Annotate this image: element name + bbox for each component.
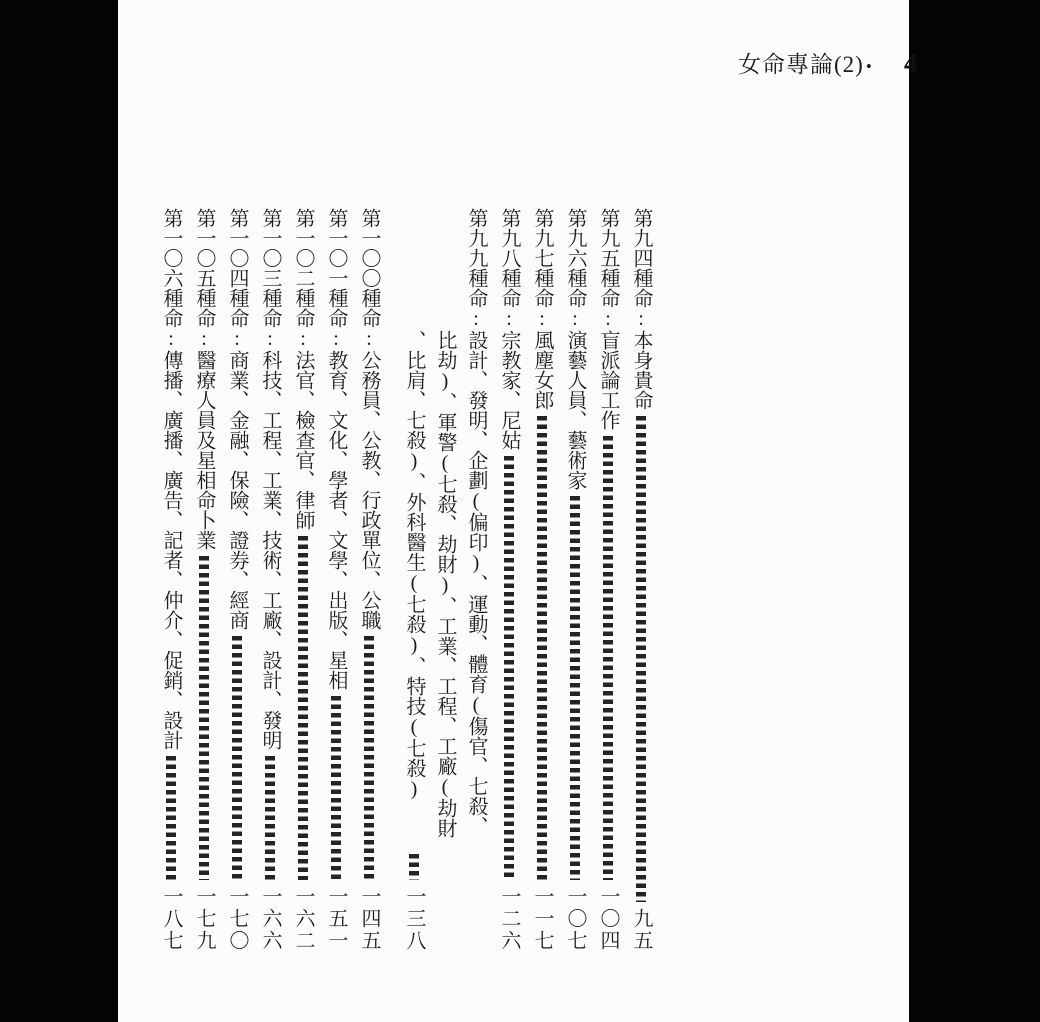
toc-entry-label: 第九六種命:	[564, 208, 586, 330]
toc-entry-page: 九五	[630, 908, 652, 952]
toc-entry-page: 一一七	[531, 886, 553, 952]
toc-entry	[287, 208, 318, 952]
toc-entry-title: 設計、發明、企劃(偏印)、運動、體育(傷官、七殺、比劫)、軍警(七殺、劫財)、工業、工程、工廠(劫財、比肩、七殺)、外科醫生(七殺)、特技(七殺)	[403, 330, 487, 838]
toc-entry-title: 公務員、公教、行政單位、公職	[358, 350, 380, 630]
toc-entry-page: 一七〇	[226, 886, 248, 952]
dotted-leader	[221, 636, 252, 880]
toc-entry-page: 一六六	[259, 886, 281, 952]
dotted-leader	[526, 416, 557, 880]
toc-entry	[353, 208, 384, 952]
toc-entry-page: 一〇七	[564, 886, 586, 952]
toc-entry-title: 演藝人員、藝術家	[564, 330, 586, 490]
dotted-leader	[353, 636, 384, 880]
toc-entry-page: 一七九	[193, 886, 215, 952]
toc-entry-page: 一三八	[403, 886, 425, 952]
toc-entry-title: 商業、金融、保險、證券、經商	[226, 350, 248, 630]
toc-entry-label: 第一〇一種命:	[325, 208, 347, 350]
toc-entry-page: 一四五	[358, 886, 380, 952]
bullet-separator: •	[865, 57, 873, 76]
toc-entry	[155, 208, 186, 952]
toc-entry-label: 第一〇三種命:	[259, 208, 281, 350]
table-of-contents	[153, 208, 656, 952]
book-page	[118, 0, 918, 1022]
dotted-leader	[155, 756, 186, 880]
toc-entry	[221, 208, 252, 952]
dotted-leader	[493, 456, 524, 880]
dotted-leader	[398, 854, 429, 880]
toc-entry-title: 盲派論工作	[597, 330, 619, 430]
toc-entry	[188, 208, 219, 952]
toc-entry-title: 本身貴命	[630, 330, 652, 410]
toc-entry-title: 醫療人員及星相命卜業	[193, 350, 215, 550]
toc-entry-label: 第一〇〇種命:	[358, 208, 380, 350]
toc-entry	[559, 208, 590, 952]
toc-entry-title: 科技、工程、工業、技術、工廠、設計、發明	[259, 350, 281, 750]
toc-entry	[493, 208, 524, 952]
toc-entry-label: 第一〇六種命:	[160, 208, 182, 350]
toc-entry	[625, 208, 656, 952]
toc-entry-title: 法官、檢查官、律師	[292, 350, 314, 530]
running-head	[738, 46, 873, 79]
toc-entry-page: 一八七	[160, 886, 182, 952]
toc-entry-label: 第九五種命:	[597, 208, 619, 330]
toc-entry-title: 宗教家、尼姑	[498, 330, 520, 450]
dotted-leader	[625, 416, 656, 902]
toc-entry-label: 第一〇二種命:	[292, 208, 314, 350]
toc-entry-page: 一〇四	[597, 886, 619, 952]
scanner-band-right	[909, 0, 1040, 1022]
toc-entry-label: 第九八種命:	[498, 208, 520, 330]
scanner-band-left	[0, 0, 118, 1022]
toc-entry-title: 傳播、廣播、廣告、記者、仲介、促銷、設計	[160, 350, 182, 750]
toc-entry-label: 第一〇五種命:	[193, 208, 215, 350]
toc-entry-page: 一五一	[325, 886, 347, 952]
toc-entry	[254, 208, 285, 952]
toc-entry	[526, 208, 557, 952]
book-title: 女命專論(2)	[738, 52, 864, 77]
dotted-leader	[320, 696, 351, 880]
toc-entry-label: 第九七種命:	[531, 208, 553, 330]
toc-entry	[592, 208, 623, 952]
dotted-leader	[188, 556, 219, 880]
toc-entry-label: 第九九種命:	[465, 208, 487, 330]
toc-entry-page: 一六二	[292, 886, 314, 952]
toc-entry	[320, 208, 351, 952]
dotted-leader	[559, 496, 590, 880]
toc-entry-label: 第九四種命:	[630, 208, 652, 330]
toc-entry	[398, 208, 491, 952]
toc-entry-label: 第一〇四種命:	[226, 208, 248, 350]
toc-entry-title: 教育、文化、學者、文學、出版、星相	[325, 350, 347, 690]
page-number: 4	[904, 48, 918, 78]
dotted-leader	[287, 536, 318, 880]
toc-entry-page: 一二六	[498, 886, 520, 952]
toc-entry-title: 風塵女郎	[531, 330, 553, 410]
dotted-leader	[254, 756, 285, 880]
dotted-leader	[592, 436, 623, 880]
